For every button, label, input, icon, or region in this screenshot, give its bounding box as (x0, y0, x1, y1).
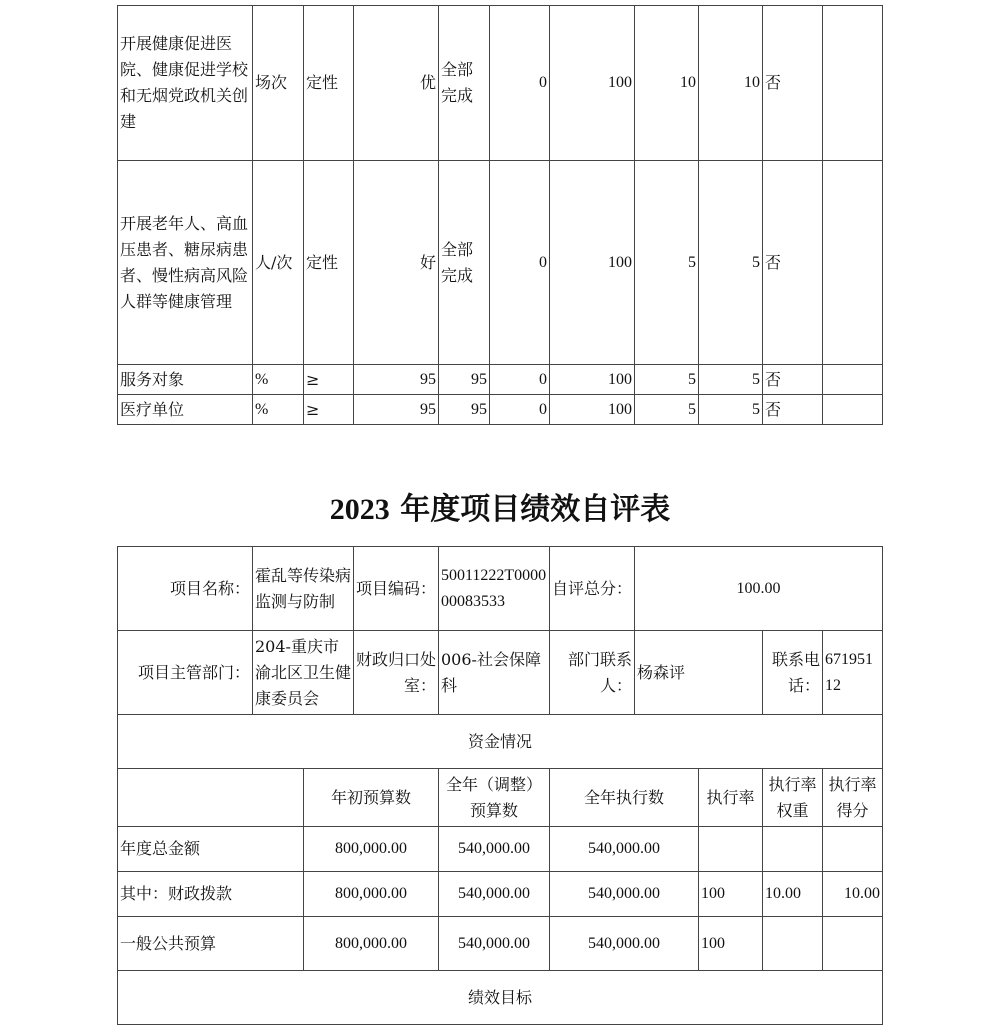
funds-row-initial: 800,000.00 (304, 917, 439, 971)
project-code-label: 项目编码： (354, 547, 439, 631)
indicator-score: 5 (699, 395, 763, 425)
indicator-remark (823, 365, 883, 395)
table-row (118, 917, 883, 971)
table-row (118, 872, 883, 917)
indicator-weight: 5 (635, 365, 699, 395)
funds-row-executed: 540,000.00 (550, 827, 699, 872)
indicator-adjusted: 否 (763, 395, 823, 425)
table-row (118, 6, 883, 161)
funds-header-initial: 年初预算数 (304, 769, 439, 827)
indicator-completion: 100 (550, 395, 635, 425)
page-title (0, 488, 1000, 532)
goals-section-header (118, 971, 883, 1025)
funds-header-rate-weight: 执行率权重 (763, 769, 823, 827)
indicator-deviation: 0 (490, 395, 550, 425)
indicator-name: 开展健康促进医院、健康促进学校和无烟党政机关创建 (118, 6, 253, 161)
phone-label: 联系电话： (763, 631, 823, 715)
indicator-adjusted: 否 (763, 365, 823, 395)
indicator-actual: 全部完成 (439, 6, 490, 161)
self-score-value: 100.00 (635, 547, 883, 631)
self-evaluation-table (117, 546, 883, 1025)
indicator-name: 开展老年人、高血压患者、糖尿病患者、慢性病高风险人群等健康管理 (118, 161, 253, 365)
finance-value: 006-社会保障科 (439, 631, 550, 715)
funds-header-row (118, 769, 883, 827)
indicator-weight: 5 (635, 395, 699, 425)
indicator-target: 95 (354, 365, 439, 395)
indicator-adjusted: 否 (763, 6, 823, 161)
indicator-name: 服务对象 (118, 365, 253, 395)
indicator-deviation: 0 (490, 161, 550, 365)
funds-row-adjusted: 540,000.00 (439, 917, 550, 971)
dept-value: 204-重庆市渝北区卫生健康委员会 (253, 631, 354, 715)
funds-row-rate-score (823, 827, 883, 872)
indicator-actual: 95 (439, 395, 490, 425)
indicator-unit: % (253, 365, 304, 395)
funds-row-rate-weight (763, 917, 823, 971)
funds-header-executed: 全年执行数 (550, 769, 699, 827)
indicator-score: 5 (699, 365, 763, 395)
indicator-remark (823, 6, 883, 161)
funds-row-rate-score (823, 917, 883, 971)
funds-header-rate: 执行率 (699, 769, 763, 827)
funds-row-rate: 100 (699, 917, 763, 971)
indicator-score: 10 (699, 6, 763, 161)
indicator-unit: 场次 (253, 6, 304, 161)
indicator-target: 好 (354, 161, 439, 365)
indicator-unit: 人/次 (253, 161, 304, 365)
funds-row-initial: 800,000.00 (304, 872, 439, 917)
indicator-nature: ≥ (304, 365, 354, 395)
indicator-actual: 全部完成 (439, 161, 490, 365)
indicator-remark (823, 161, 883, 365)
funds-row-rate-weight: 10.00 (763, 872, 823, 917)
indicator-actual: 95 (439, 365, 490, 395)
dept-info-row (118, 631, 883, 715)
contact-label: 部门联系人： (550, 631, 635, 715)
indicator-nature: 定性 (304, 161, 354, 365)
table-row (118, 365, 883, 395)
funds-row-executed: 540,000.00 (550, 872, 699, 917)
funds-section-header (118, 715, 883, 769)
indicator-completion: 100 (550, 365, 635, 395)
funds-row-executed: 540,000.00 (550, 917, 699, 971)
project-code-value: 50011222T000000083533 (439, 547, 550, 631)
project-name-value: 霍乱等传染病监测与防制 (253, 547, 354, 631)
funds-row-adjusted: 540,000.00 (439, 827, 550, 872)
table-row (118, 395, 883, 425)
table-row (118, 161, 883, 365)
funds-row-initial: 800,000.00 (304, 827, 439, 872)
funds-row-label: 其中：财政拨款 (118, 872, 304, 917)
funds-section-title: 资金情况 (118, 715, 883, 769)
finance-label: 财政归口处室： (354, 631, 439, 715)
funds-row-rate (699, 827, 763, 872)
funds-row-label: 年度总金额 (118, 827, 304, 872)
funds-row-rate-score: 10.00 (823, 872, 883, 917)
funds-row-rate-weight (763, 827, 823, 872)
project-info-row (118, 547, 883, 631)
indicator-unit: % (253, 395, 304, 425)
self-score-label: 自评总分： (550, 547, 635, 631)
indicator-table (117, 5, 883, 425)
title-text: 年度项目绩效自评表 (400, 492, 671, 527)
title-year: 2023 (329, 493, 390, 526)
indicator-adjusted: 否 (763, 161, 823, 365)
indicator-nature: ≥ (304, 395, 354, 425)
indicator-completion: 100 (550, 6, 635, 161)
funds-row-label: 一般公共预算 (118, 917, 304, 971)
goals-section-title: 绩效目标 (118, 971, 883, 1025)
funds-header-blank (118, 769, 304, 827)
table-row (118, 827, 883, 872)
funds-header-rate-score: 执行率得分 (823, 769, 883, 827)
indicator-target: 优 (354, 6, 439, 161)
funds-row-rate: 100 (699, 872, 763, 917)
phone-value: 67195112 (823, 631, 883, 715)
indicator-name: 医疗单位 (118, 395, 253, 425)
indicator-completion: 100 (550, 161, 635, 365)
funds-header-adjusted: 全年（调整）预算数 (439, 769, 550, 827)
indicator-deviation: 0 (490, 365, 550, 395)
indicator-score: 5 (699, 161, 763, 365)
indicator-weight: 5 (635, 161, 699, 365)
indicator-deviation: 0 (490, 6, 550, 161)
indicator-nature: 定性 (304, 6, 354, 161)
contact-value: 杨森评 (635, 631, 763, 715)
indicator-weight: 10 (635, 6, 699, 161)
indicator-remark (823, 395, 883, 425)
indicator-target: 95 (354, 395, 439, 425)
project-name-label: 项目名称： (118, 547, 253, 631)
funds-row-adjusted: 540,000.00 (439, 872, 550, 917)
dept-label: 项目主管部门： (118, 631, 253, 715)
